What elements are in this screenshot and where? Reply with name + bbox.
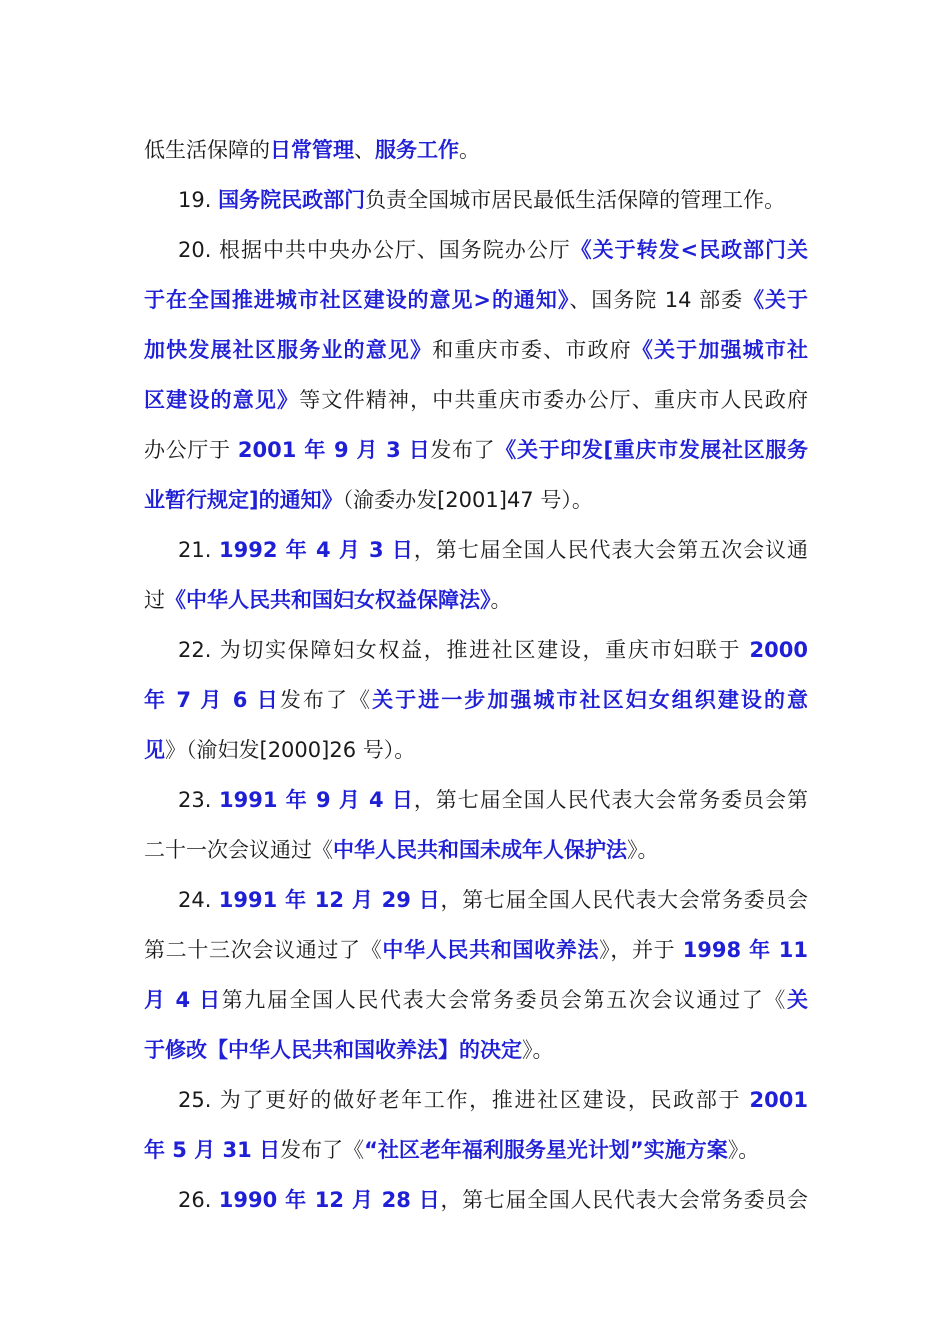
text-line [0,880,808,920]
plain-text: 二十一次会议通过《 [144,838,333,862]
highlighted-text: 国务院民政部门 [218,188,366,212]
plain-text: 》。 [627,838,659,862]
text-line [0,230,808,270]
highlighted-text: 于在全国推进城市社区建设的意见>的通知》 [144,288,570,312]
plain-text: 发布了 [430,438,496,462]
highlighted-text: 《关于 [743,288,808,312]
plain-text: 发布了《 [279,688,373,712]
highlighted-text: 业暂行规定]的通知》 [144,488,343,512]
text-line [144,280,808,320]
text-line [0,180,808,220]
highlighted-date: 2000 [749,638,808,662]
highlighted-text: 《中华人民共和国妇女权益保障法》 [165,588,491,612]
plain-text: 发布了《 [280,1138,365,1162]
item-number: 26. [178,1188,219,1212]
text-line [0,780,808,820]
highlighted-text: “社区老年福利服务星光计划”实施方案 [364,1138,728,1162]
item-number: 23. [178,788,220,812]
plain-text: 过 [144,588,165,612]
plain-text: 、国务院 14 部委 [569,288,744,312]
plain-text: 》。 [522,1038,554,1062]
text-line [144,1030,808,1070]
highlighted-date: 1990 年 12 月 28 日 [218,1188,441,1212]
plain-text: 办公厅于 [144,438,238,462]
plain-text: 。 [459,138,480,162]
highlighted-text: 区建设的意见》 [144,388,300,412]
plain-text: （渝委办发[2001]47 号）。 [342,488,593,512]
plain-text: ，第七届全国人民代表大会第五次会议通 [413,538,808,562]
plain-text: 低生活保障的 [144,138,270,162]
highlighted-date: 1998 年 11 [682,938,808,962]
item-number: 19. [178,188,219,212]
highlighted-text: 关于进一步加强城市社区妇女组织建设的意 [372,688,809,712]
highlighted-date: 2001 [749,1088,808,1112]
text-line [0,1080,808,1120]
plain-text: 22. 为切实保障妇女权益，推进社区建设，重庆市妇联于 [178,638,750,662]
highlighted-date: 1992 年 4 月 3 日 [219,538,414,562]
text-line [144,1130,808,1170]
highlighted-text: 服务工作 [375,138,459,162]
highlighted-date: 1991 年 9 月 4 日 [219,788,414,812]
plain-text: 》（渝妇发[2000]26 号）。 [165,738,416,762]
plain-text: ，第七届全国人民代表大会常务委员会 [440,888,809,912]
plain-text: 》，并于 [599,938,683,962]
highlighted-text: 于修改【中华人民共和国收养法】的决定 [144,1038,522,1062]
plain-text: 、 [354,138,375,162]
text-line [144,730,808,770]
plain-text: 。 [490,588,512,612]
plain-text: ，第七届全国人民代表大会常务委员会第 [413,788,808,812]
plain-text: 和重庆市委、市政府 [432,338,632,362]
plain-text: 负责全国城市居民最低生活保障的管理工作。 [365,188,786,212]
item-number: 24. [178,888,219,912]
highlighted-text: 日常管理 [270,138,354,162]
text-line [144,380,808,420]
text-line [144,480,808,520]
highlighted-text: 中华人民共和国收养法 [382,938,600,962]
highlighted-date: 月 4 日 [144,988,222,1012]
highlighted-text: 《关于加强城市社 [631,338,809,362]
highlighted-text: 《关于转发<民政部门关 [570,238,808,262]
highlighted-date: 2001 年 9 月 3 日 [237,438,431,462]
text-line [144,980,808,1020]
plain-text: 第九届全国人民代表大会常务委员会第五次会议通过了《 [221,988,788,1012]
plain-text: 等文件精神，中共重庆市委办公厅、重庆市人民政府 [299,388,809,412]
highlighted-text: 关 [787,988,809,1012]
text-line [144,130,808,170]
text-line [144,580,808,620]
text-line [144,330,808,370]
plain-text: 第二十三次会议通过了《 [144,938,383,962]
plain-text: ，第七届全国人民代表大会常务委员会 [440,1188,809,1212]
text-line [0,630,808,670]
highlighted-text: 加快发展社区服务业的意见》 [144,338,433,362]
text-line [144,430,808,470]
highlighted-date: 年 7 月 6 日 [144,688,280,712]
item-number: 21. [178,538,220,562]
highlighted-text: 《关于印发[重庆市发展社区服务 [495,438,808,462]
text-line [0,1180,808,1220]
text-line [0,530,808,570]
highlighted-date: 年 5 月 31 日 [144,1138,281,1162]
text-line [144,930,808,970]
text-line [144,830,808,870]
highlighted-date: 1991 年 12 月 29 日 [218,888,441,912]
text-line [144,680,808,720]
plain-text: 20. 根据中共中央办公厅、国务院办公厅 [178,238,571,262]
highlighted-text: 见 [144,738,165,762]
highlighted-text: 中华人民共和国未成年人保护法 [333,838,627,862]
plain-text: 》。 [727,1138,760,1162]
plain-text: 25. 为了更好的做好老年工作，推进社区建设，民政部于 [178,1088,750,1112]
